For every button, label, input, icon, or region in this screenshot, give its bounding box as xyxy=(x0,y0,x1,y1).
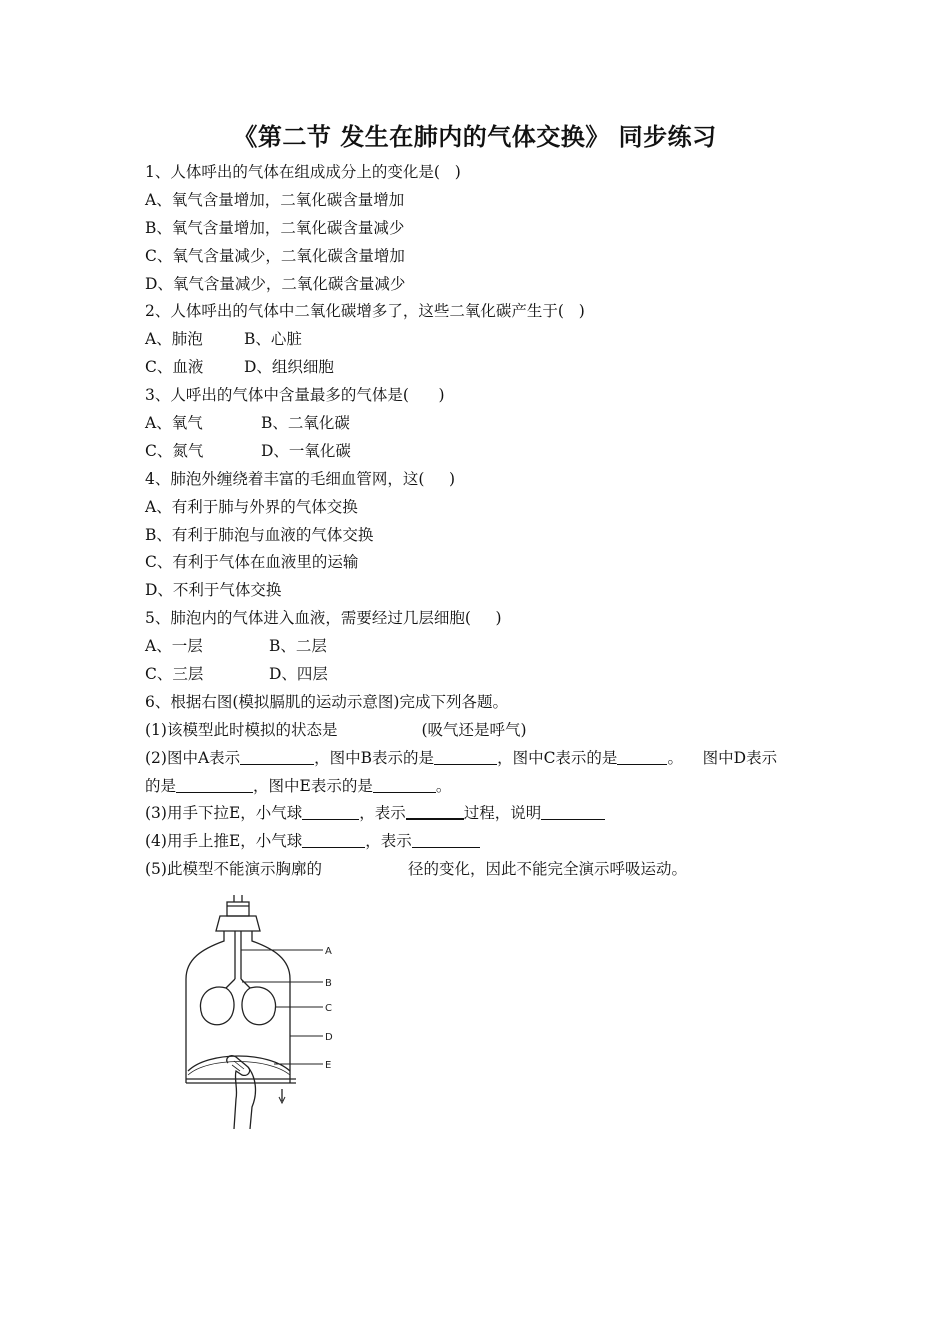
hand xyxy=(227,1056,250,1129)
bell-jar xyxy=(186,931,290,1083)
q4-option-b: B、有利于肺泡与血液的气体交换 xyxy=(145,525,374,544)
q6-part1-text: (1)该模型此时模拟的状态是 xyxy=(145,720,338,739)
q6-part2-line1 xyxy=(145,745,815,773)
rubber-stopper xyxy=(216,916,260,931)
q6-part5 xyxy=(145,856,815,884)
q6-part3-text-a: (3)用手下拉E，小气球 xyxy=(145,804,303,823)
q1-option-a: A、氧气含量增加，二氧化碳含量增加 xyxy=(145,190,405,209)
q6-blank-3a xyxy=(302,803,359,820)
q3-option-a: A、氧气 xyxy=(145,414,203,433)
q2-options-row1 xyxy=(145,326,815,354)
right-balloon xyxy=(242,987,276,1025)
q6-blank-c xyxy=(617,748,667,765)
q2-option-b: B、心脏 xyxy=(244,330,302,349)
q2-stem: 2、人体呼出的气体中二氧化碳增多了，这些二氧化碳产生于( ) xyxy=(145,302,585,321)
q1-option-d: D、氧气含量减少，二氧化碳含量减少 xyxy=(145,274,406,293)
q6-part2-text-a: (2)图中A表示 xyxy=(145,748,241,767)
q6-blank-e xyxy=(373,776,436,793)
q6-part2-text-g: 。 xyxy=(435,776,452,795)
q3-options-row1 xyxy=(145,410,815,438)
q6-part2-line2 xyxy=(145,773,815,801)
q6-blank-d xyxy=(176,776,253,793)
q6-part3-text-c: 过程，说明 xyxy=(463,804,542,823)
label-b: B xyxy=(325,978,332,989)
q1-option-b: B、氧气含量增加，二氧化碳含量减少 xyxy=(145,218,405,237)
q6-blank-4b xyxy=(412,831,480,848)
q1-option-c: C、氧气含量减少，二氧化碳含量增加 xyxy=(145,246,405,265)
q6-part1 xyxy=(145,717,815,745)
q3-option-c: C、氮气 xyxy=(145,441,204,460)
rubber-membrane xyxy=(188,1056,290,1071)
q5-option-c: C、三层 xyxy=(145,665,204,684)
q6-part2-text-e: 的是 xyxy=(145,776,177,795)
q6-part3 xyxy=(145,800,815,828)
q5-option-d: D、四层 xyxy=(269,665,328,684)
question-list xyxy=(145,159,815,884)
q6-part4 xyxy=(145,828,815,856)
q6-blank-3c xyxy=(541,803,605,820)
q6-part3-text-b: ，表示 xyxy=(359,804,406,823)
q6-part2-text-f: ，图中E表示的是 xyxy=(253,776,373,795)
q2-option-c: C、血液 xyxy=(145,358,204,377)
q3-stem: 3、人呼出的气体中含量最多的气体是( ) xyxy=(145,386,445,405)
q3-option-d: D、一氧化碳 xyxy=(261,441,351,460)
label-a: A xyxy=(325,946,332,957)
q1-stem: 1、人体呼出的气体在组成成分上的变化是( ) xyxy=(145,163,461,181)
q6-part5-text-b: 径的变化，因此不能完全演示呼吸运动。 xyxy=(407,860,687,879)
q4-option-c: C、有利于气体在血液里的运输 xyxy=(145,553,359,572)
label-e: E xyxy=(325,1060,332,1071)
q5-options-row1 xyxy=(145,633,815,661)
q5-option-a: A、一层 xyxy=(145,637,203,656)
q6-stem: 6、根据右图(模拟膈肌的运动示意图)完成下列各题。 xyxy=(145,692,508,711)
q6-part4-text-a: (4)用手上推E，小气球 xyxy=(145,832,303,851)
q2-option-d: D、组织细胞 xyxy=(244,358,334,377)
q6-part4-text-b: ，表示 xyxy=(365,832,412,851)
q2-options-row2 xyxy=(145,354,815,382)
stopper-top xyxy=(227,902,249,916)
q4-option-d: D、不利于气体交换 xyxy=(145,581,282,600)
label-d: D xyxy=(325,1032,333,1043)
left-balloon xyxy=(200,987,234,1025)
q6-part5-text-a: (5)此模型不能演示胸廓的 xyxy=(145,860,322,879)
diaphragm-model-figure xyxy=(178,893,348,1133)
q4-option-a: A、有利于肺与外界的气体交换 xyxy=(145,497,358,516)
q6-part1-hint: (吸气还是呼气) xyxy=(421,720,527,739)
q6-part2-text-c: ，图中C表示的是 xyxy=(497,748,618,767)
label-c: C xyxy=(325,1003,332,1014)
q6-blank-a xyxy=(240,748,314,765)
page-title: 《第二节 发生在肺内的气体交换》 同步练习 xyxy=(233,123,717,151)
q5-stem: 5、肺泡内的气体进入血液，需要经过几层细胞( ) xyxy=(145,609,502,628)
q3-options-row2 xyxy=(145,438,815,466)
q4-stem: 4、肺泡外缠绕着丰富的毛细血管网，这( ) xyxy=(145,469,456,488)
y-tube xyxy=(226,979,250,988)
q6-part2-text-b: ，图中B表示的是 xyxy=(314,748,435,767)
q6-part2-text-d: 。 图中D表示 xyxy=(667,748,778,767)
q2-option-a: A、肺泡 xyxy=(145,330,203,349)
bell-jar-diagram xyxy=(178,893,348,1133)
q3-option-b: B、二氧化碳 xyxy=(261,414,350,433)
q6-blank-3b xyxy=(406,802,464,820)
q6-blank-4a xyxy=(302,831,365,848)
q5-options-row2 xyxy=(145,661,815,689)
q5-option-b: B、二层 xyxy=(269,637,327,656)
q6-blank-b xyxy=(434,748,497,765)
